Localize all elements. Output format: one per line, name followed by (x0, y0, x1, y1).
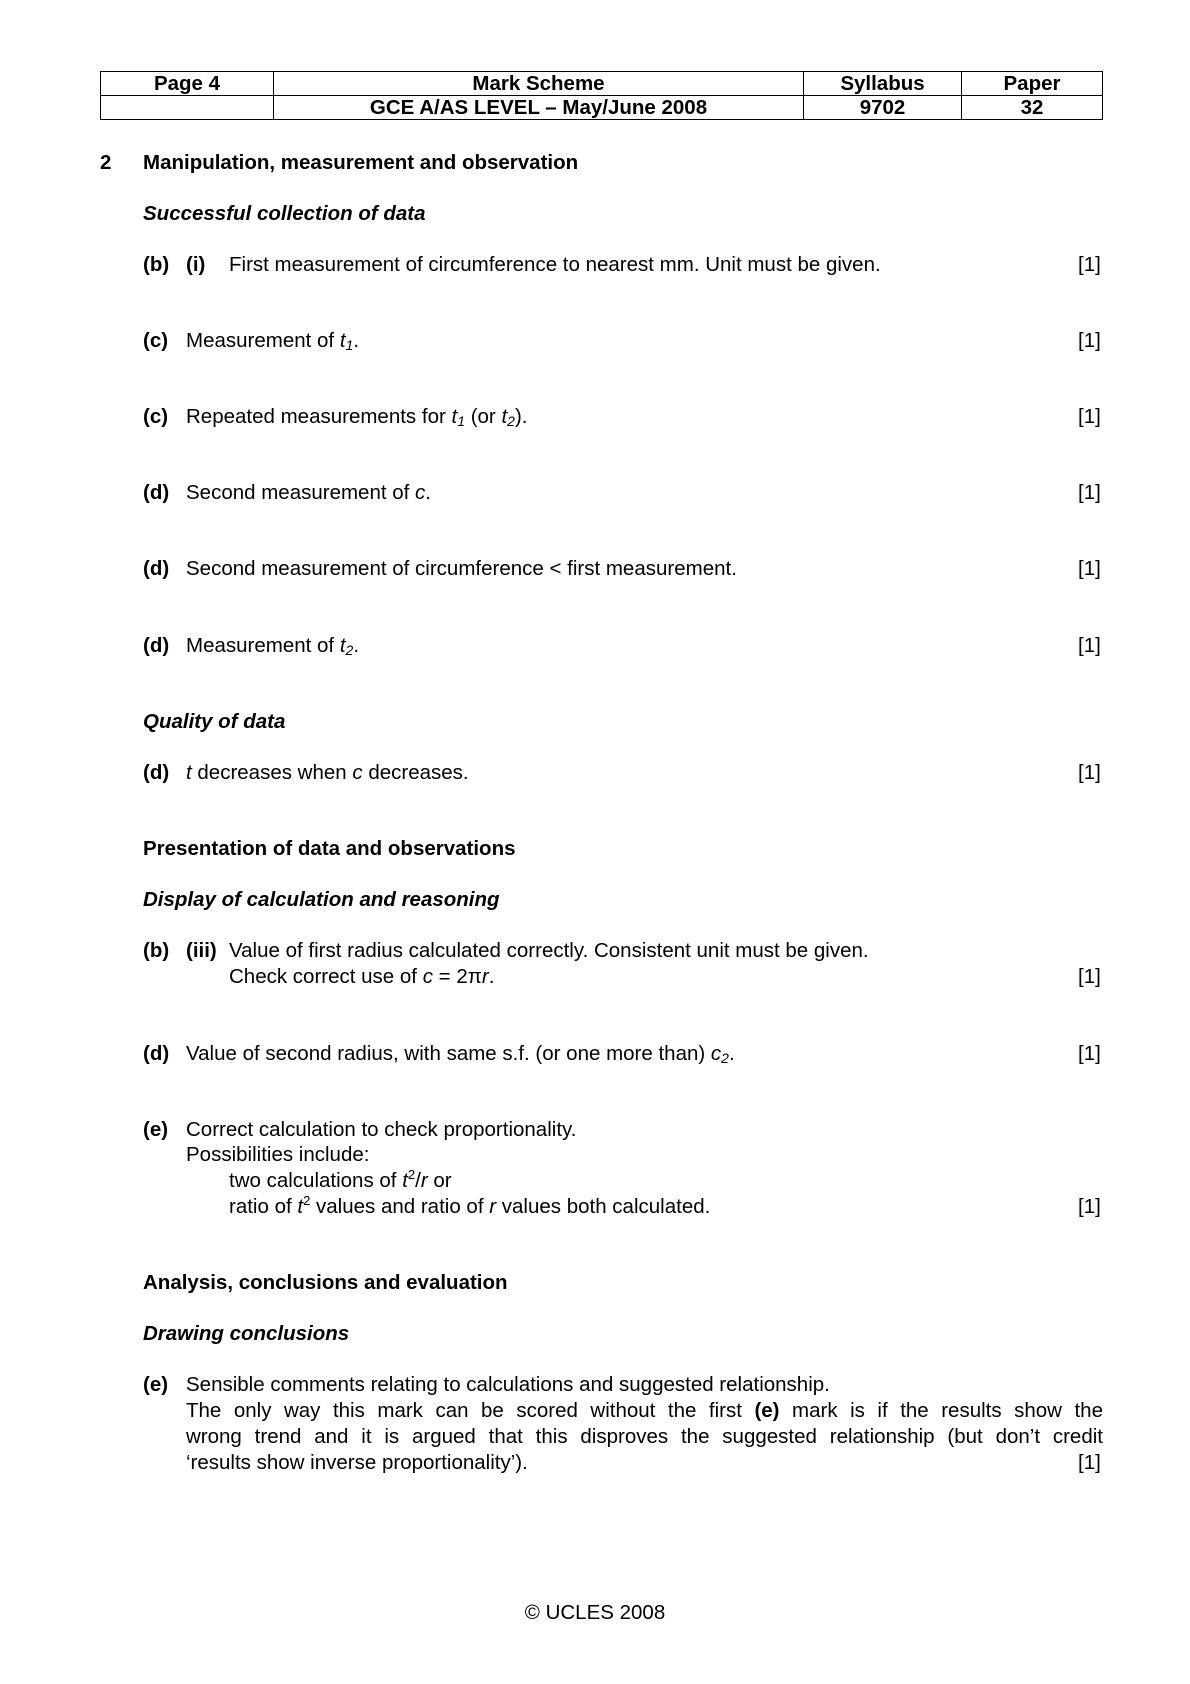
item-sublabel: (i) (186, 253, 206, 276)
header-title: Mark Scheme (274, 72, 804, 96)
item-text-line3: two calculations of $t^2/r$ or (229, 1167, 452, 1192)
item-text: Measurement of $t_2$. (186, 634, 360, 658)
item-label: (b) (143, 939, 170, 962)
subheading-quality-of-data: Quality of data (143, 710, 286, 733)
mark: [1] (1078, 965, 1101, 988)
item-label: (d) (143, 481, 170, 504)
mark: [1] (1078, 253, 1101, 276)
item-label: (d) (143, 634, 170, 657)
mark: [1] (1078, 329, 1101, 352)
item-text: Measurement of $t_1$. (186, 329, 360, 353)
header-paper: 32 (962, 96, 1103, 120)
mark: [1] (1078, 557, 1101, 580)
subheading-display-of-calculation: Display of calculation and reasoning (143, 888, 500, 911)
item-label: (b) (143, 253, 170, 276)
section-number: 2 (100, 151, 112, 174)
header-syllabus-label: Syllabus (804, 72, 962, 96)
item-text: t decreases when c decreases. (186, 761, 469, 784)
item-text-line3: wrong trend and it is argued that this disproves the suggested relationship (but don’t credit (186, 1425, 1103, 1448)
item-label: (c) (143, 329, 169, 352)
header-exam: GCE A/AS LEVEL – May/June 2008 (274, 96, 804, 120)
item-label: (c) (143, 405, 169, 428)
mark: [1] (1078, 1451, 1101, 1474)
item-label: (d) (143, 1042, 170, 1065)
item-label: (e) (143, 1118, 169, 1141)
item-text-line2: The only way this mark can be scored without the first (e) mark is if the results show the (186, 1399, 1103, 1422)
mark: [1] (1078, 761, 1101, 784)
header-syllabus: 9702 (804, 96, 962, 120)
heading-analysis: Analysis, conclusions and evaluation (143, 1271, 508, 1294)
item-text: Second measurement of circumference < first measurement. (186, 557, 737, 580)
item-text: Repeated measurements for $t_1$ (or $t_2$). (186, 405, 528, 429)
header-page: Page 4 (101, 72, 274, 96)
item-label: (d) (143, 557, 170, 580)
item-text: Second measurement of c. (186, 481, 431, 504)
item-text-line4: ratio of $t^2$ values and ratio of r values both calculated. (229, 1193, 711, 1218)
section-title: Manipulation, measurement and observation (143, 151, 579, 174)
item-text-line2: Possibilities include: (186, 1143, 370, 1166)
mark: [1] (1078, 1042, 1101, 1065)
item-text-line2: Check correct use of c = 2πr. (229, 965, 495, 988)
mark: [1] (1078, 1195, 1101, 1218)
mark: [1] (1078, 405, 1101, 428)
item-text-line4: ‘results show inverse proportionality’). (186, 1451, 528, 1474)
item-sublabel: (iii) (186, 939, 217, 962)
header-paper-label: Paper (962, 72, 1103, 96)
item-label: (d) (143, 761, 170, 784)
item-text: Value of second radius, with same s.f. (or one more than) $c_2$. (186, 1042, 735, 1066)
item-label: (e) (143, 1373, 169, 1396)
item-text: Value of first radius calculated correctly. Consistent unit must be given. (229, 939, 869, 962)
mark: [1] (1078, 481, 1101, 504)
header-empty-cell (101, 96, 274, 120)
subheading-drawing-conclusions: Drawing conclusions (143, 1322, 350, 1345)
footer-copyright: © UCLES 2008 (524, 1601, 666, 1624)
subheading-successful-collection: Successful collection of data (143, 202, 426, 225)
header-table (100, 71, 1103, 120)
item-text: First measurement of circumference to nearest mm. Unit must be given. (229, 253, 881, 276)
item-text: Correct calculation to check proportionality. (186, 1118, 577, 1141)
heading-presentation: Presentation of data and observations (143, 837, 516, 860)
item-text: Sensible comments relating to calculations and suggested relationship. (186, 1373, 830, 1396)
mark: [1] (1078, 634, 1101, 657)
